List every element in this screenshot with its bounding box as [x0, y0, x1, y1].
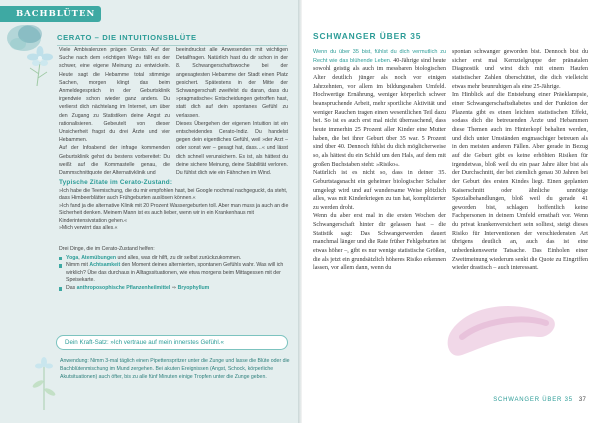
watercolor-brushstroke-icon	[442, 293, 562, 363]
running-footer-title: SCHWANGER ÜBER 35	[493, 397, 573, 403]
paragraph: Auf der Infoabend der infrage kommenden Geburtsklinik gehst du bestens vorbereitet: Du weißt auf die Kommastelle genau, die Dammschnittquote der Alternativklinik und	[59, 145, 170, 177]
text-column-right	[452, 48, 588, 273]
help-list-item: Nimm mit Achtsamkeit den Moment deines alternierten, spontanen Gefühls wahr. Was will ich wirklich? Übe das durchaus in Alltagssituationen, wie etwa morgens beim Mittagessen mit der Speisekarte.	[59, 262, 291, 285]
paragraph: Natürlich ist es nicht so, dass in deiner 35. Geburtstagsnacht ein geheimer biologischer Schalter umgelegt wird und auf wundersame Weise plötzlich alles, was mit Kinderkriegen zu tun hat, komplizierter zu werden droht.	[313, 170, 446, 211]
help-list-item: Das anthroposophische Pflanzenheilmittel ⇒ Bryophyllum	[59, 285, 291, 293]
plant-drawing-icon	[30, 354, 58, 410]
quote: »Mich verwirrt das alles.«	[59, 225, 118, 232]
paragraph: spontan schwanger geworden bist. Dennoch bist du sicher erst mal Kernzielgruppe der pränatalen Diagnostik und wirst dich mit einem Haufen statistischer Zahlen überschüttet, die dich vielleicht etwas mehr beunruhigen als eine 25-Jährige.	[452, 49, 588, 90]
kraft-satz-box: Dein Kraft-Satz: »Ich vertraue auf mein innerstes Gefühl.«	[56, 335, 288, 350]
paragraph: beeindruckst alle Anwesenden mit wichtigen Detailfragen. Natürlich hast du dir schon in der 8. Schwangerschaftswoche bei der angesagtesten Hebamme der Stadt einen Platz gesichert. Spätestens in der Mitte der Schwangerschaft zweifelst du daran, dass du »pragmatische« Entscheidungen getroffen hast, statt dich auf dein spontanes Gefühl zu verlassen.	[176, 47, 288, 119]
paragraph: Viele Ambivalenzen prägen Cerato. Auf der Suche nach dem »richtigen Weg« fällt es der schwer, eine eigene Meinung zu entwickeln. Heute sagt die Hebamme total stimmige Sachen, morgen klingt das beim Anmeldegespräch in der Geburtsklinik irgendwie schon wieder ganz anders. Du verlierst dich nächtelang im Internet, um über den Zugang zu Statistiken deine Angst zu rationalisieren. Gebeutelt von dieser Unsicherheit fragst du drei Ärzte und vier Hebammen.	[59, 47, 170, 144]
quote: »Ich habe die Teemischung, die du mir empfohlen hast, bei Google nochmal nachgeguckt, da steht, dass Himbeerblätter auch Frühgeburten auslösen können.«	[59, 188, 288, 202]
help-intro: Drei Dinge, die im Cerato-Zustand helfen:	[59, 246, 155, 252]
bullet-square-icon	[59, 257, 62, 260]
section-tab-label: BACHBLÜTEN	[0, 6, 101, 22]
section-title: CERATO – DIE INTUITIONSBLÜTE	[57, 33, 287, 46]
text-column-left	[313, 48, 446, 273]
application-note: Anwendung: Nimm 3-mal täglich einen Pipettenspritzer unter die Zunge und lasse die Blüte oder die Bachblütenmischung im Mund zergehen. Bei akuten Ereignissen (Angst, Schock, körperliche Akutsituationen) auch öfter, bis zu alle fünf Minuten einige Tropfen unter die Zunge geben.	[60, 358, 290, 380]
bullet-square-icon	[59, 287, 62, 290]
paragraph: Wenn du aber erst mal in die ersten Wochen der Schwangerschaft hinter dir gelassen hast – die Statistik sagt: Das Schwangerwerden dauert manchmal länger und die Rate früher Fehlgeburten ist etwas höher –, gibt es nur wenige statistische Größen, die als jetzt ein grundsätzlich höheres Risiko erkennen lassen, vor allem dann, wenn du	[313, 213, 446, 272]
paragraph: Wenn du über 35 bist, fühlst du dich vermutlich zu Recht wie das blühende Leben. 40-Jährige sind heute sowohl geistig als auch im messbaren biologischen Alter deutlich jünger als noch vor einigen Jahrzehnten, vor allem im bildungsnahen Umfeld. Hochwertige Ernährung, weniger körperlich schwer beanspruchende Arbeit, mehr sportliche Aktivität und weniger Rauchen tragen einen wesentlichen Teil dazu bei. So ist es auch erst mal nicht überraschend, dass heute immerhin 25 Prozent aller Kinder eine Mutter haben, die bei ihrer Geburt über 35 war. 5 Prozent sind über 40. Dennoch fühlst du dich möglicherweise so, als hättest du ein Schild um den Hals, auf dem mit großen Buchstaben steht: »Risiko«.	[313, 49, 446, 168]
lead-in: Wenn du über 35 bist, fühlst du dich vermutlich zu Recht wie das blühende Leben.	[313, 49, 446, 64]
quotes-heading: Typische Zitate im Cerato-Zustand:	[59, 179, 173, 186]
cerato-flower-icon	[25, 44, 56, 86]
bullet-square-icon	[59, 264, 62, 267]
page-number: 37	[578, 397, 586, 403]
text-column-right	[176, 46, 288, 177]
help-list-item: Yoga, Atemübungen und alles, was dir hilft, zu dir selbst zurückzukommen.	[59, 255, 291, 263]
help-list-block	[59, 246, 291, 293]
chapter-title: SCHWANGER ÜBER 35	[313, 31, 422, 41]
quote: »Ich fand ja die alternative Klinik mit 20 Prozent Wassergeburten toll. Aber man muss ja auch an die Sicherheit denken. Meinem Mann ist es auch lieber, wenn wir in ein Krankenhaus mit Kinderintensivstation gehen.«	[59, 202, 289, 224]
quotes-block	[59, 188, 291, 232]
page-footer	[493, 397, 586, 403]
paragraph: Dieses Übergehen der eigenen Intuition ist ein entscheidendes Cerato-Indiz. Du handelst gegen dein eigentliches Gefühl, weil »der Arzt – oder sonst wer – gesagt hat, dass…« und lässt dich schnell verunsichern. Es ist, als hättest du deine sichere Meinung, deine Stabilität verloren. Du fühlst dich wie ein Fähnchen im Wind.	[176, 120, 288, 177]
paragraph: Im Hinblick auf die Entstehung einer Präeklampsie, einer Schwangerschaftsdiabetes und der Funktion der Plazenta gibt es einen leichten statistischen Effekt, sodass dich die betreuenden Ärzte und Hebammen diese Themen auch im Hinterkopf behalten werden, und dich unter Umständen engmaschiger betreuen als in den meisten anderen Fällen. Aber gerade in Bezug auf die Geburt gibt es keine erhöhten Risiken für irgendetwas, bloß weil du ein paar Jahre älter bist als der Durchschnitt, der bei ziemlich genau 30 Jahren bei der Geburt des ersten Kindes liegt. Einen geplanten Kaiserschnitt oder ähnliche unnötige Spezialbehandlungen, bloß weil du gerade 41 geworden bist, schlagen hoffentlich keine Fachpersonen in deinem Umfeld ernsthaft vor. Wenn du privat krankenversichert sein solltest, steigt dieses Risiko für Interventionen der verschiedensten Art übrigens deutlich an, auch das ist eine unbedenkenswerte Tatsache. Das Einholen einer Zweitmeinung wiederum senkt die Quote zu Eingriffen wieder drastisch – auch interessant.	[452, 92, 588, 272]
text-column-left	[59, 46, 170, 177]
right-page	[302, 0, 600, 423]
